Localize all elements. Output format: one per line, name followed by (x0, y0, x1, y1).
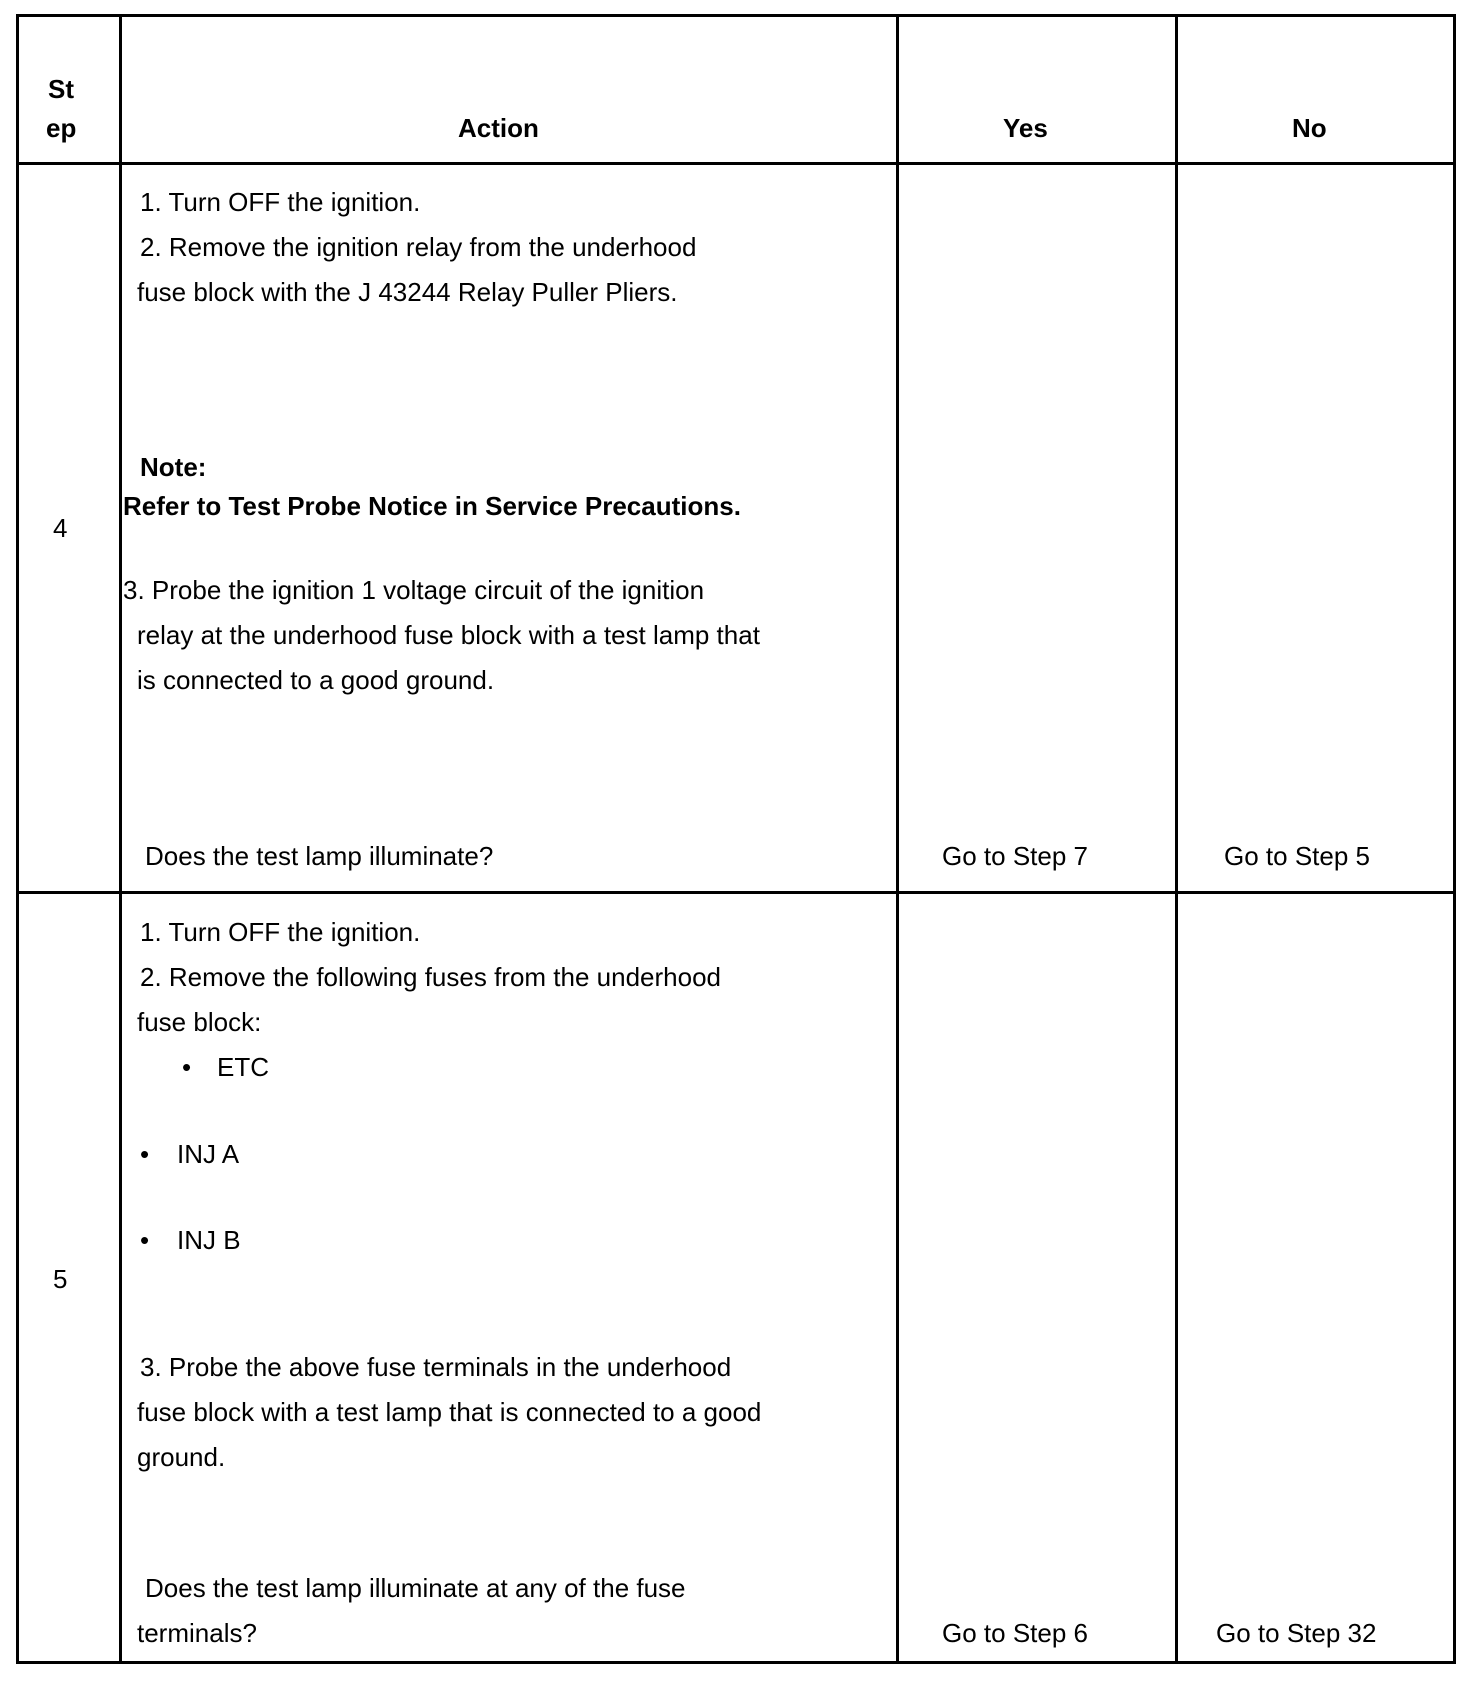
action-question-cont: terminals? (137, 1618, 257, 1648)
action-step-3-cont: ground. (137, 1442, 226, 1472)
action-step-2: 2. Remove the following fuses from the underhood (140, 962, 722, 992)
action-step-3-cont: is connected to a good ground. (137, 665, 495, 695)
header-no: No (1292, 113, 1327, 143)
action-step-3: 3. Probe the ignition 1 voltage circuit of the ignition (123, 575, 705, 605)
note-text: Refer to Test Probe Notice in Service Precautions. (123, 491, 741, 521)
yes-link[interactable]: Go to Step 7 (942, 841, 1088, 871)
fuse-item: INJ A (177, 1139, 240, 1169)
action-step-2-cont: fuse block: (137, 1007, 262, 1037)
action-step-1: 1. Turn OFF the ignition. (140, 187, 421, 217)
column-divider (119, 14, 122, 1664)
bullet-dot: • (140, 1225, 150, 1255)
no-link[interactable]: Go to Step 32 (1216, 1618, 1377, 1648)
column-divider (896, 14, 899, 1664)
action-step-3-cont: relay at the underhood fuse block with a test lamp that (137, 620, 760, 650)
header-yes: Yes (1003, 113, 1048, 143)
action-step-3: 3. Probe the above fuse terminals in the underhood (140, 1352, 732, 1382)
step-number: 4 (53, 513, 68, 543)
bullet-dot: • (140, 1139, 150, 1169)
action-step-1: 1. Turn OFF the ignition. (140, 917, 421, 947)
header-step-line2: ep (46, 113, 77, 143)
header-step-line1: St (48, 74, 74, 104)
note-label: Note: (140, 452, 207, 482)
fuse-item: INJ B (177, 1225, 241, 1255)
bullet-dot: • (182, 1052, 192, 1082)
action-question: Does the test lamp illuminate at any of the fuse (145, 1573, 686, 1603)
fuse-item: ETC (217, 1052, 269, 1082)
header-action: Action (458, 113, 539, 143)
action-step-2: 2. Remove the ignition relay from the underhood (140, 232, 697, 262)
action-step-2-cont: fuse block with the J 43244 Relay Puller Pliers. (137, 277, 678, 307)
step-number: 5 (53, 1264, 68, 1294)
yes-link[interactable]: Go to Step 6 (942, 1618, 1088, 1648)
action-question: Does the test lamp illuminate? (145, 841, 494, 871)
action-step-3-cont: fuse block with a test lamp that is connected to a good (137, 1397, 762, 1427)
row-divider (16, 891, 1456, 894)
row-divider (16, 162, 1456, 165)
column-divider (1175, 14, 1178, 1664)
no-link[interactable]: Go to Step 5 (1224, 841, 1370, 871)
